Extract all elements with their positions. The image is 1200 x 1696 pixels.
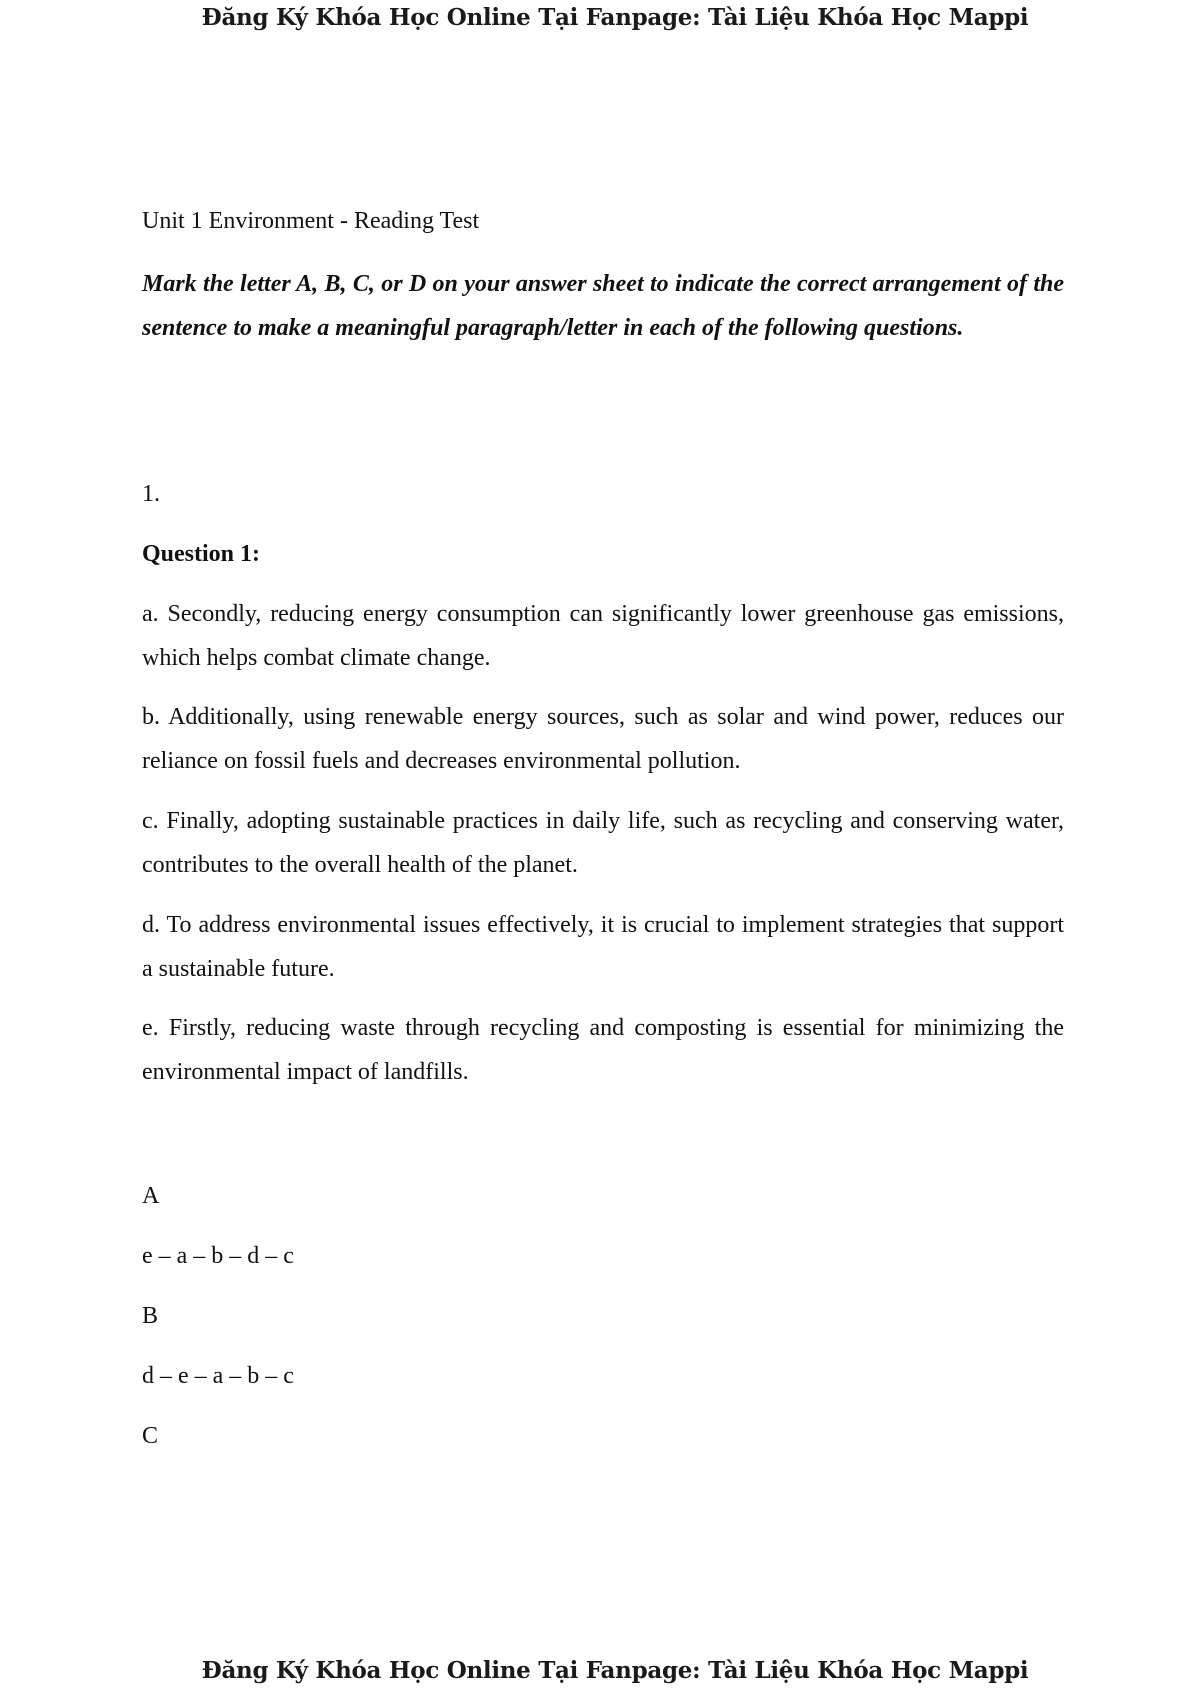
sentence-d: d. To address environmental issues effectively, it is crucial to implement strategies that support a sustainable future. (142, 912, 1064, 982)
option-b-text: d – e – a – b – c (142, 1363, 294, 1389)
option-c-letter: C (142, 1423, 159, 1449)
question-number: 1. (142, 481, 160, 507)
sentence-a: a. Secondly, reducing energy consumption can significantly lower greenhouse gas emissions, which helps combat climate change. (142, 601, 1064, 671)
sentence-e: e. Firstly, reducing waste through recycling and composting is essential for minimizing the environmental impact of landfills. (142, 1015, 1064, 1085)
header-banner: Đăng Ký Khóa Học Online Tại Fanpage: Tài Liệu Khóa Học Mappi (201, 4, 1029, 31)
document-title: Unit 1 Environment - Reading Test (142, 208, 480, 234)
question-label: Question 1: (142, 541, 261, 567)
option-a-text: e – a – b – d – c (142, 1243, 294, 1269)
sentence-c: c. Finally, adopting sustainable practices in daily life, such as recycling and conserving water, contributes to the overall health of the planet. (142, 808, 1064, 878)
option-b-letter: B (142, 1303, 159, 1329)
sentence-b: b. Additionally, using renewable energy sources, such as solar and wind power, reduces our reliance on fossil fuels and decreases environmental pollution. (142, 704, 1064, 774)
option-a-letter: A (142, 1183, 160, 1209)
footer-banner: Đăng Ký Khóa Học Online Tại Fanpage: Tài Liệu Khóa Học Mappi (201, 1657, 1029, 1684)
instruction-text: Mark the letter A, B, C, or D on your answer sheet to indicate the correct arrangement of the sentence to make a meaningful paragraph/letter in each of the following questions. (142, 271, 1064, 341)
